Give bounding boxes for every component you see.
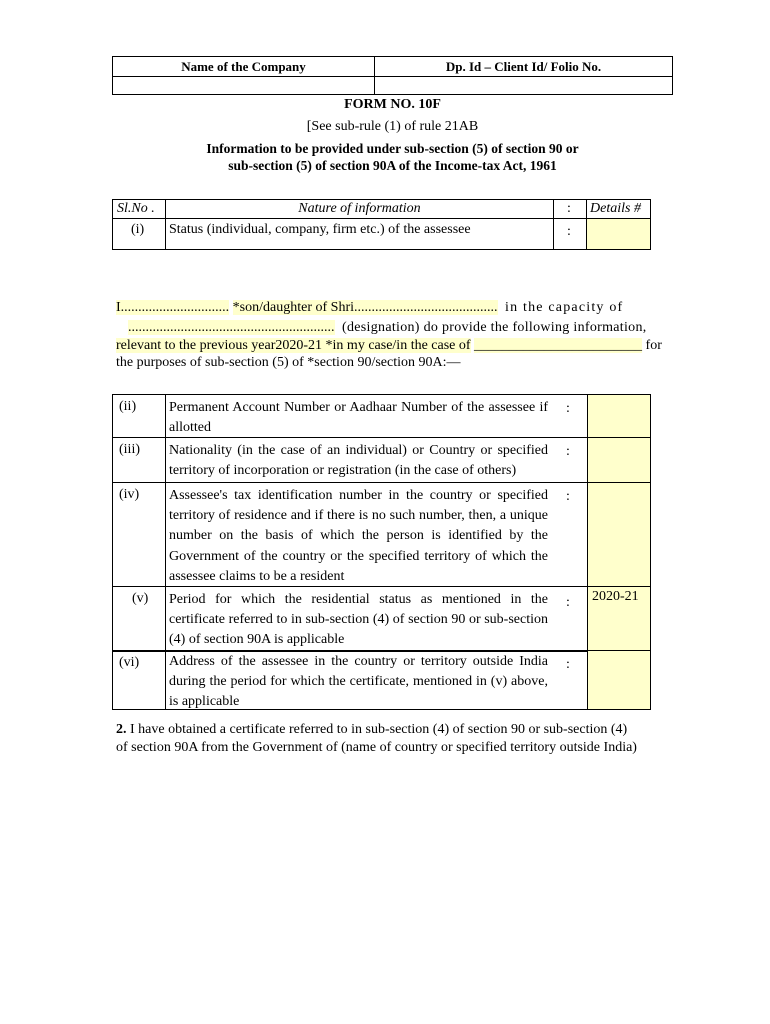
for-label: for: [645, 338, 662, 353]
row-colon: :: [566, 489, 570, 504]
table-row: [112, 586, 651, 652]
status-table: [112, 199, 651, 250]
table-row: [112, 394, 651, 438]
col-divider: [553, 200, 554, 249]
point2-text1: I have obtained a certificate referred to in sub-section (4) of section 90 or sub-section (4): [130, 722, 628, 737]
point2-number: 2.: [116, 722, 127, 737]
tax-id-details-field[interactable]: [588, 483, 650, 586]
client-id-field[interactable]: [375, 77, 672, 94]
row-colon: :: [567, 224, 571, 239]
nationality-details-field[interactable]: [588, 438, 650, 482]
row-text: Nationality (in the case of an individual) or Country or specified territory of incorporation or registration (in the case of others): [169, 443, 548, 479]
row-colon: :: [566, 657, 570, 672]
client-id-header: Dp. Id – Client Id/ Folio No.: [445, 59, 602, 74]
row-colon: :: [566, 595, 570, 610]
form-heading-line1: Information to be provided under sub-section (5) of section 90 or: [206, 141, 579, 156]
slno-header: Sl.No .: [117, 201, 155, 216]
company-name-header: Name of the Company: [181, 59, 306, 74]
form-subtitle: [See sub-rule (1) of rule 21AB: [306, 119, 479, 134]
row-number: (iii): [119, 442, 140, 457]
point2-line1: [116, 722, 627, 738]
assessee-name-field[interactable]: I...............................: [116, 300, 230, 315]
pan-details-field[interactable]: [588, 395, 650, 437]
designation-field[interactable]: ...........................................................: [128, 320, 335, 335]
row-colon: :: [566, 444, 570, 459]
table-row: [112, 650, 651, 710]
period-value: 2020-21: [592, 589, 639, 604]
row-number: (v): [132, 591, 149, 606]
row-number: (i): [131, 222, 145, 237]
table-row: [112, 437, 651, 483]
row-text: Address of the assessee in the country or territory outside India during the period for which the certificate, mentioned in (v) above, is applicable: [169, 654, 548, 710]
declaration-line4: the purposes of sub-section (5) of *section 90/section 90A:—: [116, 355, 461, 370]
details-header: Details #: [590, 201, 641, 216]
header-table: [112, 56, 673, 95]
information-table: [112, 394, 651, 710]
previous-year-text: relevant to the previous year2020-21 *in my case/in the case of: [116, 338, 471, 353]
declaration-line2: [128, 320, 647, 336]
case-of-field[interactable]: ________________________: [474, 338, 643, 353]
address-details-field[interactable]: [588, 651, 650, 709]
son-daughter-field[interactable]: *son/daughter of Shri.........................................: [232, 300, 498, 315]
point2-line2: of section 90A from the Government of (name of country or specified territory outside India): [116, 740, 637, 755]
row-number: (vi): [119, 655, 140, 670]
declaration-line1: [116, 300, 623, 316]
row-colon: :: [566, 401, 570, 416]
table-row: [112, 482, 651, 587]
company-name-field[interactable]: [113, 77, 373, 94]
declaration-line3: [116, 338, 662, 354]
form-heading-line2: sub-section (5) of section 90A of the Income-tax Act, 1961: [228, 158, 557, 173]
row-text: Assessee's tax identification number in the country or specified territory of residence and if there is no such number, then, a unique number on the basis of which the person is identified by the Government of the country or the specified territory of which the assessee claims to be a resident: [169, 488, 548, 584]
capacity-label: in the capacity of: [505, 300, 624, 315]
row-text: Period for which the residential status as mentioned in the certificate referred to in sub-section (4) of section 90 or sub-section (4) of section 90A is applicable: [169, 592, 548, 648]
status-details-field[interactable]: [587, 219, 650, 249]
row-text: Permanent Account Number or Aadhaar Number of the assessee if allotted: [169, 400, 548, 436]
form-title: FORM NO. 10F: [344, 97, 441, 112]
row-text: Status (individual, company, firm etc.) of the assessee: [169, 222, 471, 237]
row-number: (iv): [119, 487, 140, 502]
row-divider: [113, 218, 650, 219]
row-number: (ii): [119, 399, 137, 414]
colon-header: :: [567, 201, 571, 216]
designation-label: (designation) do provide the following information,: [342, 320, 647, 335]
nature-header: Nature of information: [298, 201, 421, 216]
